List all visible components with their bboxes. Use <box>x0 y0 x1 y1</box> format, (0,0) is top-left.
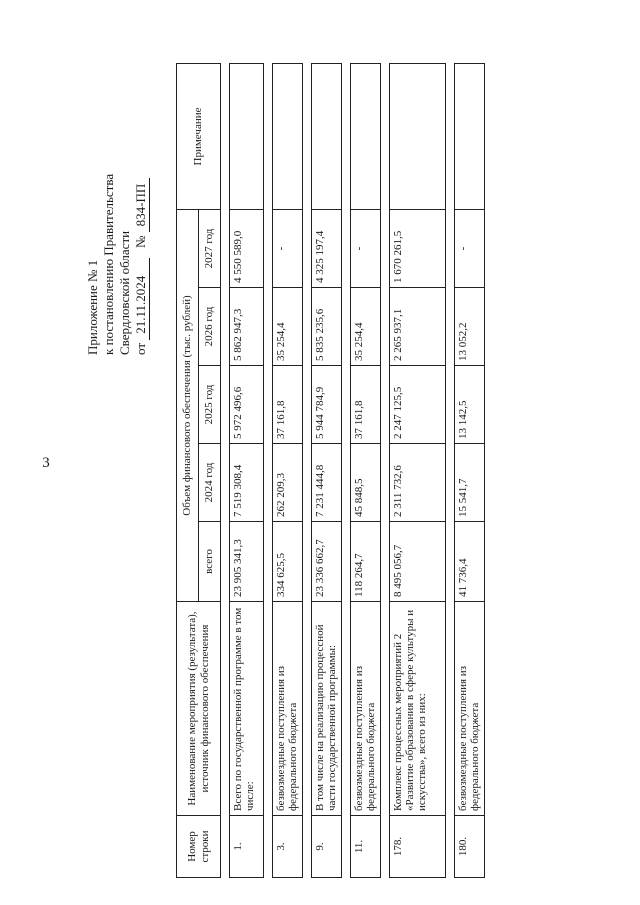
row-note <box>455 63 485 209</box>
row-2026: 5 862 947,3 <box>230 288 264 366</box>
row-2025: 13 142,5 <box>455 366 485 444</box>
header-row-number: Номер строки <box>177 816 221 878</box>
appendix-title: Приложение № 1 <box>85 259 100 355</box>
row-total: 8 495 056,7 <box>390 522 446 602</box>
row-name: Всего по государственной программе в том числе: <box>230 602 264 816</box>
row-note <box>390 63 446 209</box>
table-row <box>455 63 485 877</box>
header-total: всего <box>199 522 221 602</box>
row-2025: 37 161,8 <box>273 366 303 444</box>
row-2024: 262 209,3 <box>273 444 303 522</box>
appendix-line-2: к постановлению Правительства <box>101 173 116 355</box>
row-note <box>273 63 303 209</box>
appendix-date-line <box>133 95 150 355</box>
row-2024: 15 541,7 <box>455 444 485 522</box>
row-total: 23 905 341,3 <box>230 522 264 602</box>
row-note <box>351 63 381 209</box>
from-label: от <box>133 342 148 355</box>
table-row <box>312 63 342 877</box>
row-total: 23 336 662,7 <box>312 522 342 602</box>
table-row <box>230 63 264 877</box>
row-total: 41 736,4 <box>455 522 485 602</box>
row-total: 118 264,7 <box>351 522 381 602</box>
row-2024: 45 848,5 <box>351 444 381 522</box>
appendix-line-3: Свердловской области <box>117 230 132 355</box>
row-2027: - <box>351 209 381 287</box>
row-name: Комплекс процессных мероприятий 2 «Развитие образования в сфере культуры и искусства», всего из них: <box>390 602 446 816</box>
funding-table <box>176 63 485 878</box>
table-row <box>390 63 446 877</box>
row-number: 1. <box>230 816 264 878</box>
row-2026: 2 265 937,1 <box>390 288 446 366</box>
decree-number: 834-ПП <box>133 178 150 233</box>
row-name: безвозмездные поступления из федерального бюджета <box>455 602 485 816</box>
row-number: 178. <box>390 816 446 878</box>
row-number: 9. <box>312 816 342 878</box>
header-2026: 2026 год <box>199 288 221 366</box>
row-2026: 35 254,4 <box>351 288 381 366</box>
row-2026: 35 254,4 <box>273 288 303 366</box>
header-2025: 2025 год <box>199 366 221 444</box>
row-name: безвозмездные поступления из федерального бюджета <box>351 602 381 816</box>
page-number: 3 <box>42 455 50 471</box>
funding-table-container <box>176 64 480 878</box>
header-2027: 2027 год <box>199 209 221 287</box>
header-note: Примечание <box>177 63 221 209</box>
row-2026: 5 835 235,6 <box>312 288 342 366</box>
row-2025: 5 944 784,9 <box>312 366 342 444</box>
row-2026: 13 052,2 <box>455 288 485 366</box>
row-2027: 1 670 261,5 <box>390 209 446 287</box>
row-2027: - <box>455 209 485 287</box>
header-2024: 2024 год <box>199 444 221 522</box>
row-2024: 2 311 732,6 <box>390 444 446 522</box>
row-number: 11. <box>351 816 381 878</box>
row-name: безвозмездные поступления из федерального бюджета <box>273 602 303 816</box>
row-2027: - <box>273 209 303 287</box>
row-2025: 37 161,8 <box>351 366 381 444</box>
row-2025: 5 972 496,6 <box>230 366 264 444</box>
header-name: Наименование мероприятия (результата), источник финансового обеспечения <box>177 602 221 816</box>
row-number: 3. <box>273 816 303 878</box>
row-note <box>312 63 342 209</box>
row-number: 180. <box>455 816 485 878</box>
row-2024: 7 519 308,4 <box>230 444 264 522</box>
header-volume: Объем финансового обеспечения (тыс. рублей) <box>177 209 199 601</box>
table-row <box>273 63 303 877</box>
row-name: В том числе на реализацию процессной части государственной программы: <box>312 602 342 816</box>
row-note <box>230 63 264 209</box>
number-label: № <box>133 235 148 248</box>
row-2024: 7 231 444,8 <box>312 444 342 522</box>
appendix-header <box>85 95 167 355</box>
row-2027: 4 325 197,4 <box>312 209 342 287</box>
row-2027: 4 550 589,0 <box>230 209 264 287</box>
row-2025: 2 247 125,5 <box>390 366 446 444</box>
table-row <box>351 63 381 877</box>
row-total: 334 625,5 <box>273 522 303 602</box>
decree-date: 21.11.2024 <box>133 258 150 340</box>
